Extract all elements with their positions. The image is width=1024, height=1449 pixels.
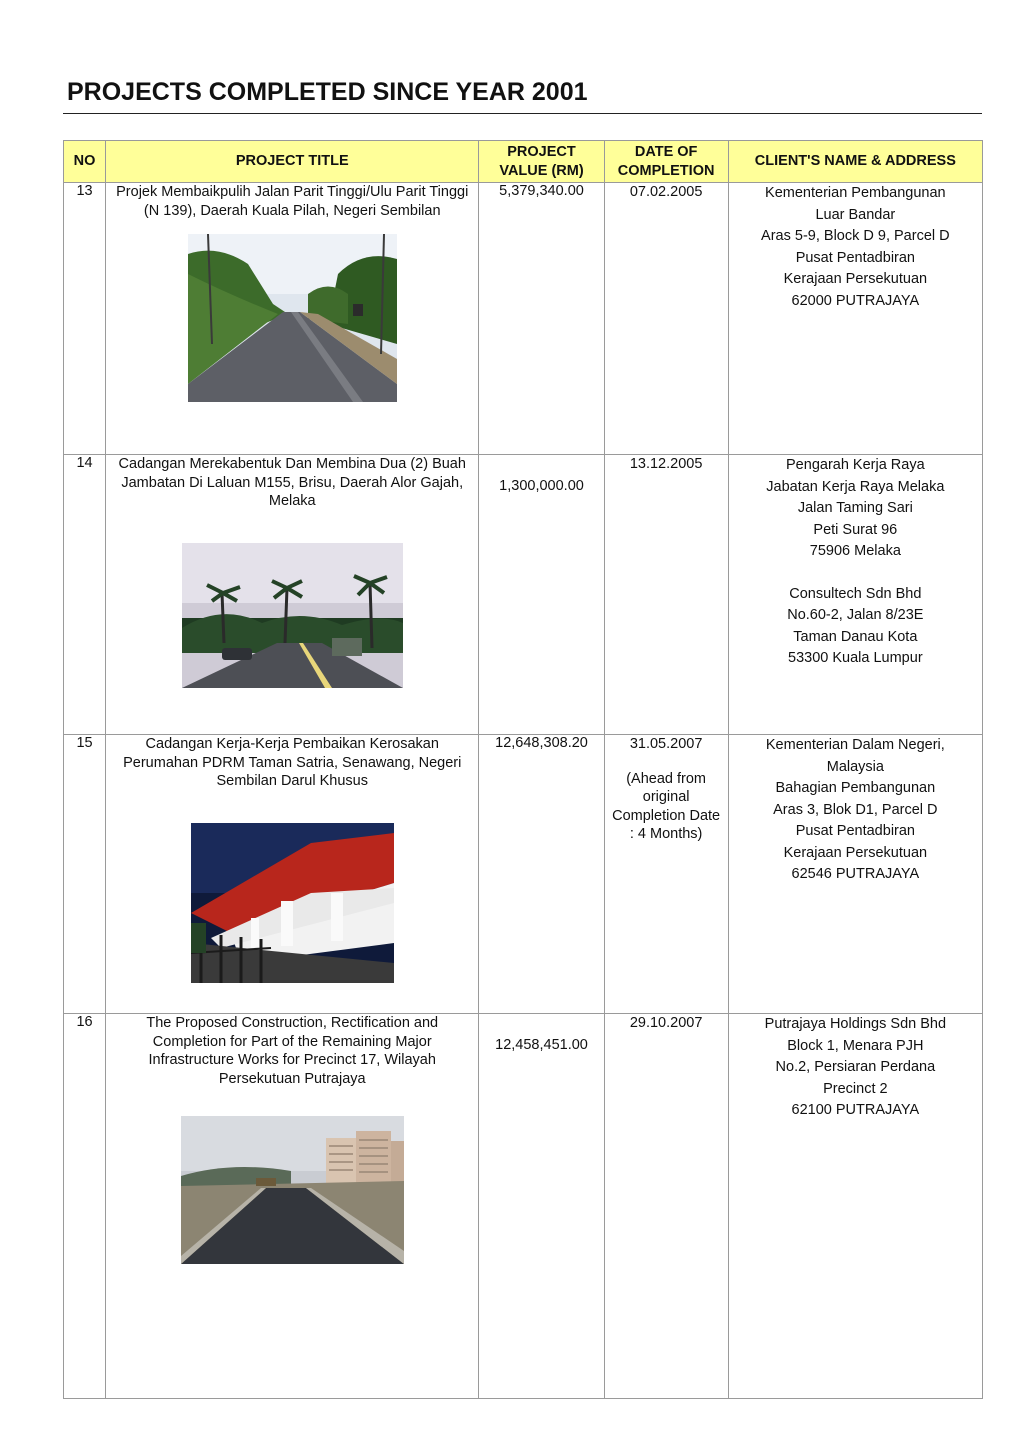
client-line: Kerajaan Persekutuan xyxy=(783,271,928,287)
completion-date: 31.05.2007 xyxy=(629,736,703,752)
completion-note xyxy=(605,770,728,844)
new-road-apartments-photo xyxy=(181,1116,404,1264)
client-line: Aras 3, Blok D1, Parcel D xyxy=(773,801,938,818)
header-completion-date xyxy=(604,141,728,183)
note-line: Completion Date xyxy=(612,807,721,824)
header-value-line2: VALUE (RM) xyxy=(499,162,584,179)
client-line: 62100 PUTRAJAYA xyxy=(791,1102,920,1118)
client-line: Putrajaya Holdings Sdn Bhd xyxy=(764,1016,947,1032)
header-project-value xyxy=(479,141,604,183)
project-value: 12,648,308.20 xyxy=(479,735,604,1014)
header-client: CLIENT'S NAME & ADDRESS xyxy=(728,141,982,183)
client-line: Luar Bandar xyxy=(815,206,896,223)
road-with-palm-trees-photo xyxy=(182,543,403,688)
client-line: Peti Surat 96 xyxy=(813,521,898,538)
header-no: NO xyxy=(64,141,106,183)
project-value: 12,458,451.00 xyxy=(479,1014,604,1399)
client-line: Precinct 2 xyxy=(823,1080,888,1097)
client-address xyxy=(728,1014,982,1399)
client-line: Jalan Taming Sari xyxy=(797,500,913,516)
table-row xyxy=(64,455,983,735)
client-line: 53300 Kuala Lumpur xyxy=(788,650,923,666)
completion-date: 07.02.2005 xyxy=(604,183,728,455)
road-with-hills-photo xyxy=(188,234,397,402)
client-line: 62546 PUTRAJAYA xyxy=(791,866,920,882)
table-header-row xyxy=(64,141,983,183)
note-line: (Ahead from xyxy=(626,770,707,787)
header-project-title: PROJECT TITLE xyxy=(106,141,479,183)
terrace-houses-photo xyxy=(191,823,394,983)
project-title: Cadangan Merekabentuk Dan Membina Dua (2) Buah Jambatan Di Laluan M155, Brisu, Daerah Alor Gajah, Melaka xyxy=(118,456,466,509)
row-no: 13 xyxy=(64,183,106,455)
client-line: Malaysia xyxy=(826,758,884,775)
client-line: Taman Danau Kota xyxy=(793,628,918,645)
project-title: The Proposed Construction, Rectification and Completion for Part of the Remaining Major Infrastructure Works for Precinct 17, Wilayah Persekutuan Putrajaya xyxy=(146,1015,439,1087)
header-date-line1: DATE OF xyxy=(634,143,698,160)
project-title: Cadangan Kerja-Kerja Pembaikan Kerosakan Perumahan PDRM Taman Satria, Senawang, Negeri Sembilan Darul Khusus xyxy=(123,736,462,789)
client-line: Pusat Pentadbiran xyxy=(795,249,915,266)
table-row xyxy=(64,183,983,455)
header-date-line2: COMPLETION xyxy=(617,162,715,179)
completion-date: 29.10.2007 xyxy=(604,1014,728,1399)
table-row xyxy=(64,735,983,1014)
client-line: Jabatan Kerja Raya Melaka xyxy=(766,478,945,495)
client-line: Block 1, Menara PJH xyxy=(787,1037,924,1054)
client-line: Bahagian Pembangunan xyxy=(775,780,936,796)
client-address xyxy=(728,735,982,1014)
client-line: 62000 PUTRAJAYA xyxy=(791,292,920,309)
project-value: 1,300,000.00 xyxy=(479,455,604,735)
title-divider xyxy=(63,113,982,114)
client-address xyxy=(728,455,982,735)
project-value: 5,379,340.00 xyxy=(479,183,604,455)
client-address xyxy=(728,183,982,455)
header-value-line1: PROJECT xyxy=(507,143,576,160)
client-line: Kerajaan Persekutuan xyxy=(783,844,928,861)
row-no: 14 xyxy=(64,455,106,735)
client-line: Kementerian Pembangunan xyxy=(765,185,946,201)
table-row xyxy=(64,1014,983,1399)
client-line: No.60-2, Jalan 8/23E xyxy=(787,607,924,623)
client-line: Pusat Pentadbiran xyxy=(795,823,915,839)
client-line: Aras 5-9, Block D 9, Parcel D xyxy=(761,228,950,244)
projects-table xyxy=(63,140,983,1399)
client-line: 75906 Melaka xyxy=(809,543,901,559)
row-no: 15 xyxy=(64,735,106,1014)
client-line: Consultech Sdn Bhd xyxy=(789,585,922,602)
project-title: Projek Membaikpulih Jalan Parit Tinggi/Ulu Parit Tinggi (N 139), Daerah Kuala Pilah, Negeri Sembilan xyxy=(116,184,469,219)
client-line: Kementerian Dalam Negeri, xyxy=(765,737,945,753)
page-title: PROJECTS COMPLETED SINCE YEAR 2001 xyxy=(67,78,588,106)
client-line: No.2, Persiaran Perdana xyxy=(775,1059,936,1075)
client-line: Pengarah Kerja Raya xyxy=(786,457,925,473)
row-no: 16 xyxy=(64,1014,106,1399)
note-line: : 4 Months) xyxy=(629,826,703,842)
note-line: original xyxy=(642,789,690,805)
completion-date: 13.12.2005 xyxy=(604,455,728,735)
